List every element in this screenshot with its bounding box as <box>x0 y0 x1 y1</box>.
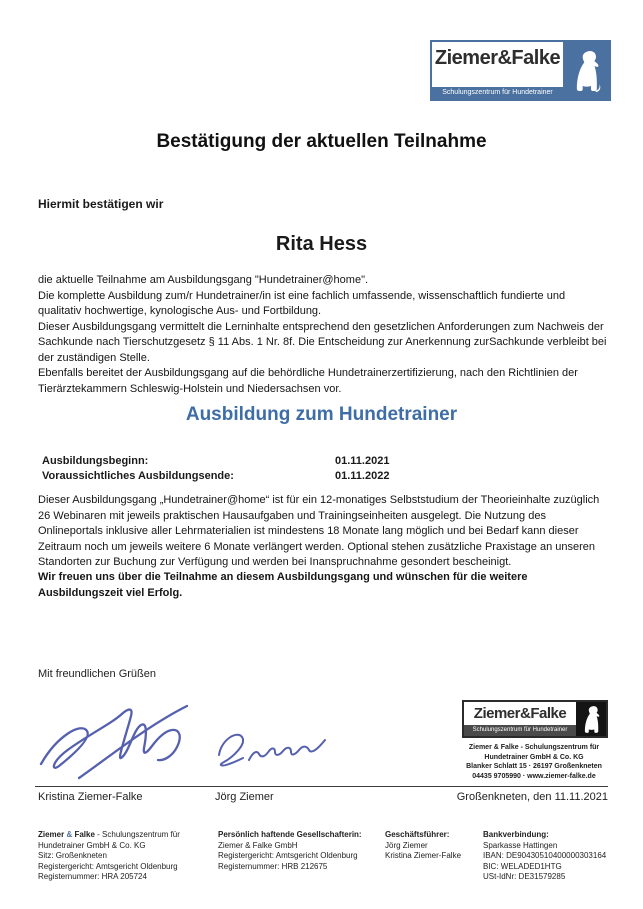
logo-text-area <box>432 42 563 99</box>
body-paragraph: Die komplette Ausbildung zum/r Hundetrainer/in ist eine fachlich umfassende, wissenschaftlich fundierte und qualitativ hochwertige, kynologische Aus- und Fortbildung. <box>38 289 566 317</box>
footer-brand-ampersand: & <box>66 830 73 839</box>
body-paragraphs <box>38 273 610 397</box>
dog-icon <box>571 49 601 93</box>
footer-bank-heading: Bankverbindung: <box>483 830 549 839</box>
footer-col-managers <box>385 830 480 862</box>
body-paragraph: die aktuelle Teilnahme am Ausbildungsgang "Hundetrainer@home". <box>38 274 369 286</box>
company-address-line: 04435 9705990 · www.ziemer-falke.de <box>472 772 596 780</box>
footer-line: Jörg Ziemer <box>385 840 428 850</box>
signature-logo-text-area <box>464 702 576 736</box>
course-end-label: Voraussichtliches Ausbildungsende: <box>42 470 234 482</box>
footer-line: IBAN: DE90430510400000303164 <box>483 851 607 860</box>
course-begin-row <box>42 454 602 470</box>
footer-line: Registergericht: Amtsgericht Oldenburg <box>38 861 178 871</box>
footer-line: Registergericht: Amtsgericht Oldenburg <box>218 851 358 860</box>
signature-joerg <box>205 722 335 777</box>
page-title: Bestätigung der aktuellen Teilnahme <box>156 131 487 152</box>
intro-line: Hiermit bestätigen wir <box>38 197 164 211</box>
course-end-row <box>42 469 602 485</box>
footer-line: Registernummer: HRB 212675 <box>218 861 328 871</box>
signer-name-kristina: Kristina Ziemer-Falke <box>38 791 143 803</box>
logo-brand-text: Ziemer&Falke <box>434 47 561 69</box>
footer-managers-heading: Geschäftsführer: <box>385 830 450 839</box>
footer-line: Kristina Ziemer-Falke <box>385 851 462 860</box>
footer-line: Ziemer & Falke GmbH <box>218 840 298 850</box>
footer-line: BIC: WELADED1HTG <box>483 861 562 871</box>
logo-dog-panel <box>563 42 609 99</box>
footer-brand-first: Ziemer <box>38 830 67 839</box>
dog-icon <box>581 705 601 734</box>
footer-col-company <box>38 830 213 883</box>
signature-logo-brand-text: Ziemer&Falke <box>473 705 567 722</box>
signer-name-joerg: Jörg Ziemer <box>215 791 274 803</box>
participant-name: Rita Hess <box>275 233 368 255</box>
footer-line: Registernummer: HRA 205724 <box>38 872 147 881</box>
place-date: Großenkneten, den 11.11.2021 <box>456 791 608 803</box>
footer-brand-rest: - Schulungszentrum für <box>94 830 180 839</box>
company-address-line: Hundetrainer GmbH & Co. KG <box>484 753 584 761</box>
course-end-value: 01.11.2022 <box>335 470 390 482</box>
footer-line: Sitz: Großenkneten <box>38 851 107 860</box>
footer-col-bank <box>483 830 613 883</box>
signature-logo-dog-panel <box>576 702 606 736</box>
footer-brand-second: Falke <box>72 830 95 839</box>
company-address-line: Blanker Schlatt 15 · 26197 Großenkneten <box>466 763 602 770</box>
logo-subtitle: Schulungszentrum für Hundetrainer <box>432 87 563 99</box>
greeting-line: Mit freundlichen Grüßen <box>38 668 156 680</box>
signature-rule <box>35 786 608 787</box>
closing-statement: Wir freuen uns über die Teilnahme an diesem Ausbildungsgang und wünschen für die weitere Ausbildungszeit viel Erfolg. <box>38 571 528 599</box>
course-begin-label: Ausbildungsbeginn: <box>42 455 149 467</box>
signature-logo-subtitle: Schulungszentrum für Hundetrainer <box>464 725 576 736</box>
footer-col-partner <box>218 830 383 872</box>
footer-company-brand-line <box>38 830 213 841</box>
company-logo <box>430 40 611 101</box>
footer-line: Hundetrainer GmbH & Co. KG <box>38 840 146 850</box>
footer-partner-heading: Persönlich haftende Gesellschafterin: <box>218 830 362 839</box>
signature-kristina <box>35 698 205 783</box>
body-paragraph: Dieser Ausbildungsgang vermittelt die Lerninhalte entsprechend den gesetzlichen Anforderungen zum Nachweis der Sachkunde nach Tierschutzgesetz § 11 Abs. 1 Nr. 8f. Die Entscheidung zur Anerkennung zurSachkunde verbleibt bei der zuständigen Stelle. <box>38 320 607 364</box>
course-begin-value: 01.11.2021 <box>335 455 390 467</box>
course-description: Dieser Ausbildungsgang „Hundetrainer@home“ ist für ein 12-monatiges Selbststudium der Theorieinhalte zuzüglich 26 Webinaren mit jeweils praktischen Hausaufgaben und Trainingseinheiten ausgelegt. Die Nutzung des Onlineportals inklusive aller Lehrmaterialien ist mindestens 18 Monate lang möglich und bei Bedarf kann dieser Zeitraum noch um jeweils weitere 6 Monate verlängert werden. Optional stehen zusätzliche Praxistage an unseren Standorten zur Buchung zur Verfügung und werden bei Inanspruchnahme gesondert bescheinigt. <box>38 494 600 568</box>
footer-line: USt-IdNr: DE31579285 <box>483 872 566 881</box>
company-address-block <box>458 743 610 781</box>
course-heading: Ausbildung zum Hundetrainer <box>185 404 458 425</box>
body-paragraph: Ebenfalls bereitet der Ausbildungsgang auf die behördliche Hundetrainerzertifizierung, nach den Richtlinien der Tierärztekammern Schleswig-Holstein und Niedersachsen vor. <box>38 367 578 395</box>
company-address-line: Ziemer & Falke - Schulungszentrum für <box>468 744 600 751</box>
signature-logo <box>462 700 608 738</box>
footer-line: Sparkasse Hattingen <box>483 840 558 850</box>
